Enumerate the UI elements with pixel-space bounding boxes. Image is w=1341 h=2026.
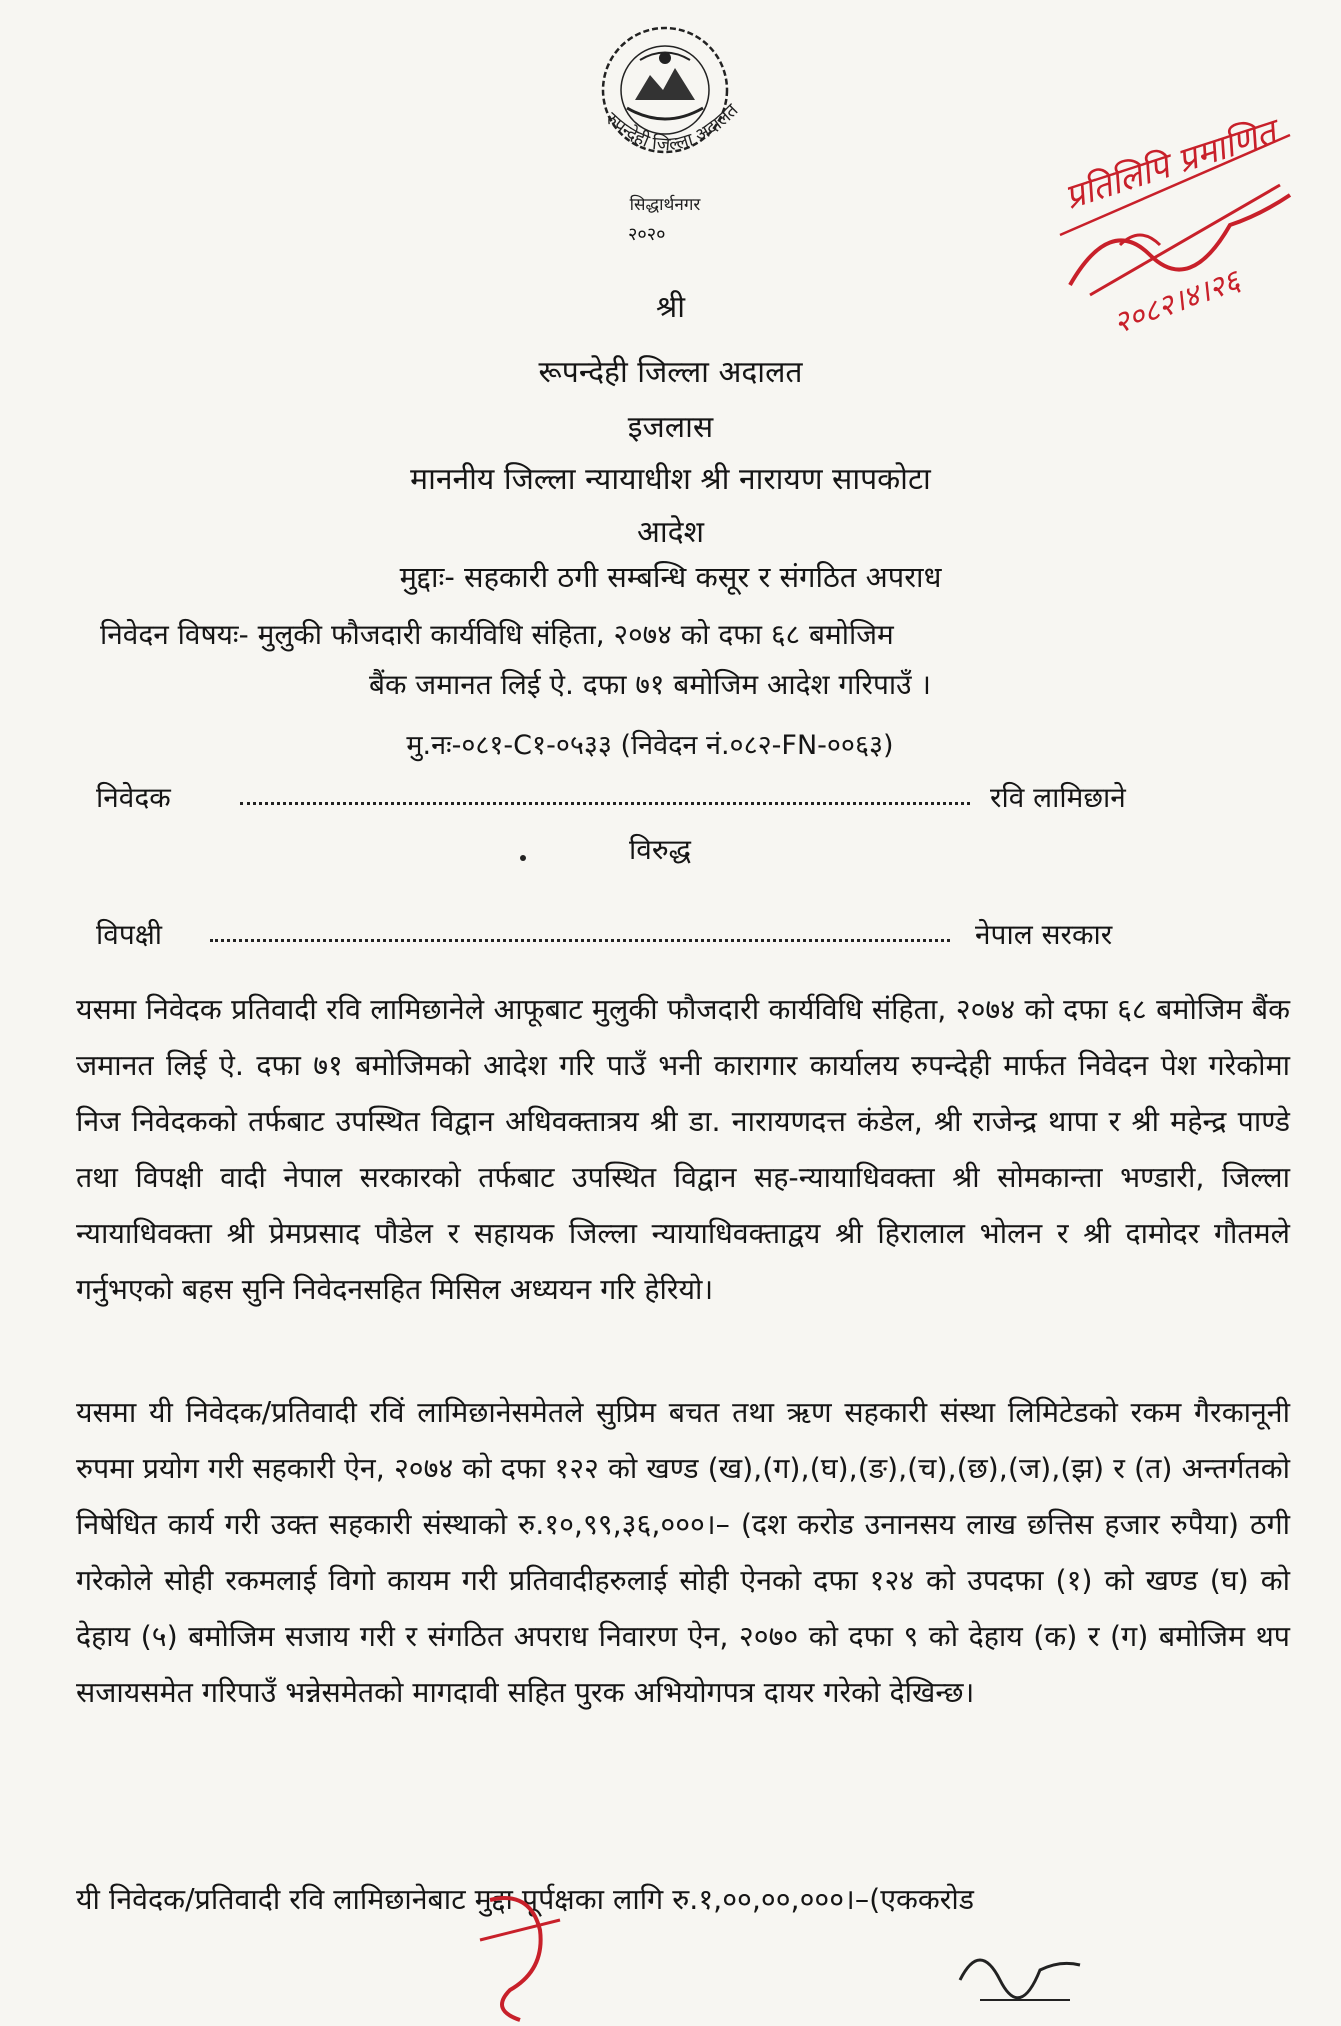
svg-text:सिद्धार्थनगर: सिद्धार्थनगर [629, 195, 701, 215]
versus-label: विरुद्ध [629, 833, 691, 866]
petitioner-dotted-line [240, 800, 970, 805]
stamp-date: २०८२।४।२६ [1108, 263, 1245, 342]
order-title: आदेश [637, 515, 704, 550]
red-handwritten-initial [470, 1880, 580, 2026]
black-handwritten-initial [950, 1920, 1090, 2020]
petition-subject-line2: बैंक जमानत लिई ऐ. दफा ७१ बमोजिम आदेश गरिपाउँ । [369, 668, 931, 701]
honorific-shree: श्री [655, 290, 685, 325]
respondent-dotted-line [210, 937, 950, 942]
judge-name: माननीय जिल्ला न्यायाधीश श्री नारायण सापकोटा [410, 462, 931, 497]
body-paragraph-3: यी निवेदक/प्रतिवादी रवि लामिछानेबाट मुद्दा पूर्पक्षका लागि रु.१,००,००,०००।–(एककरोड [76, 1883, 975, 1916]
body-paragraph-1: यसमा निवेदक प्रतिवादी रवि लामिछानेले आफूबाट मुलुकी फौजदारी कार्यविधि संहिता, २०७४ को दफा ६८ बमोजिम बैंक जमानत लिई ऐ. दफा ७१ बमोजिमको आदेश गरि पाउँ भनी कारागार कार्यालय रुपन्देही मार्फत निवेदन पेश गरेकोमा निज निवेदकको तर्फबाट उपस्थित विद्वान अधिवक्तात्रय श्री डा. नारायणदत्त कंडेल, श्री राजेन्द्र थापा र श्री महेन्द्र पाण्डे तथा विपक्षी वादी नेपाल सरकारको तर्फबाट उपस्थित विद्वान सह-न्यायाधिवक्ता श्री सोमकान्ता भण्डारी, जिल्ला न्यायाधिवक्ता श्री प्रेमप्रसाद पौडेल र सहायक जिल्ला न्यायाधिवक्ताद्वय श्री हिरालाल भोलन र श्री दामोदर गौतमले गर्नुभएको बहस सुनि निवेदनसहित मिसिल अध्ययन गरि हेरियो। [76, 993, 1290, 1306]
petitioner-name: रवि लामिछाने [990, 781, 1126, 814]
court-seal-text [565, 20, 765, 240]
court-name: रूपन्देही जिल्ला अदालत [538, 355, 803, 390]
bench-label: इजलास [627, 410, 714, 445]
petitioner-label: निवेदक [96, 781, 171, 814]
respondent-name: नेपाल सरकार [975, 918, 1113, 951]
respondent-label: विपक्षी [96, 918, 163, 951]
seal-year: २०२० [628, 224, 666, 245]
svg-text:रुपन्देही जिल्ला अदालत: रुपन्देही जिल्ला अदालत [600, 99, 743, 156]
stray-dot [520, 855, 526, 861]
body-paragraph-2: यसमा यी निवेदक/प्रतिवादी रविं लामिछानेसमेतले सुप्रिम बचत तथा ऋण सहकारी संस्था लिमिटेडको रकम गैरकानूनी रुपमा प्रयोग गरी सहकारी ऐन, २०७४ को दफा १२२ को खण्ड (ख),(ग),(घ),(ङ),(च),(छ),(ज),(झ) र (त) अन्तर्गतको निषेधित कार्य गरी उक्त सहकारी संस्थाको रु.१०,९९,३६,०००।– (दश करोड उनानसय लाख छत्तिस हजार रुपैया) ठगी गरेकोले सोही रकमलाई विगो कायम गरी प्रतिवादीहरुलाई सोही ऐनको दफा १२४ को उपदफा (१) को खण्ड (घ) को देहाय (५) बमोजिम सजाय गरी र संगठित अपराध निवारण ऐन, २०७० को दफा ९ को देहाय (क) र (ग) बमोजिम थप सजायसमेत गरिपाउँ भन्नेसमेतको मागदावी सहित पुरक अभियोगपत्र दायर गरेको देखिन्छ। [76, 1396, 1290, 1709]
stamp-certified-text: प्रतिलिपि प्रमाणित [1059, 111, 1282, 218]
case-number: मु.नः-०८१-C१-०५३३ (निवेदन नं.०८२-FN-००६३) [406, 730, 894, 761]
case-subject: मुद्दाः- सहकारी ठगी सम्बन्धि कसूर र संगठित अपराध [399, 560, 942, 594]
petition-subject-line1: निवेदन विषयः- मुलुकी फौजदारी कार्यविधि संहिता, २०७४ को दफा ६८ बमोजिम [100, 618, 894, 651]
